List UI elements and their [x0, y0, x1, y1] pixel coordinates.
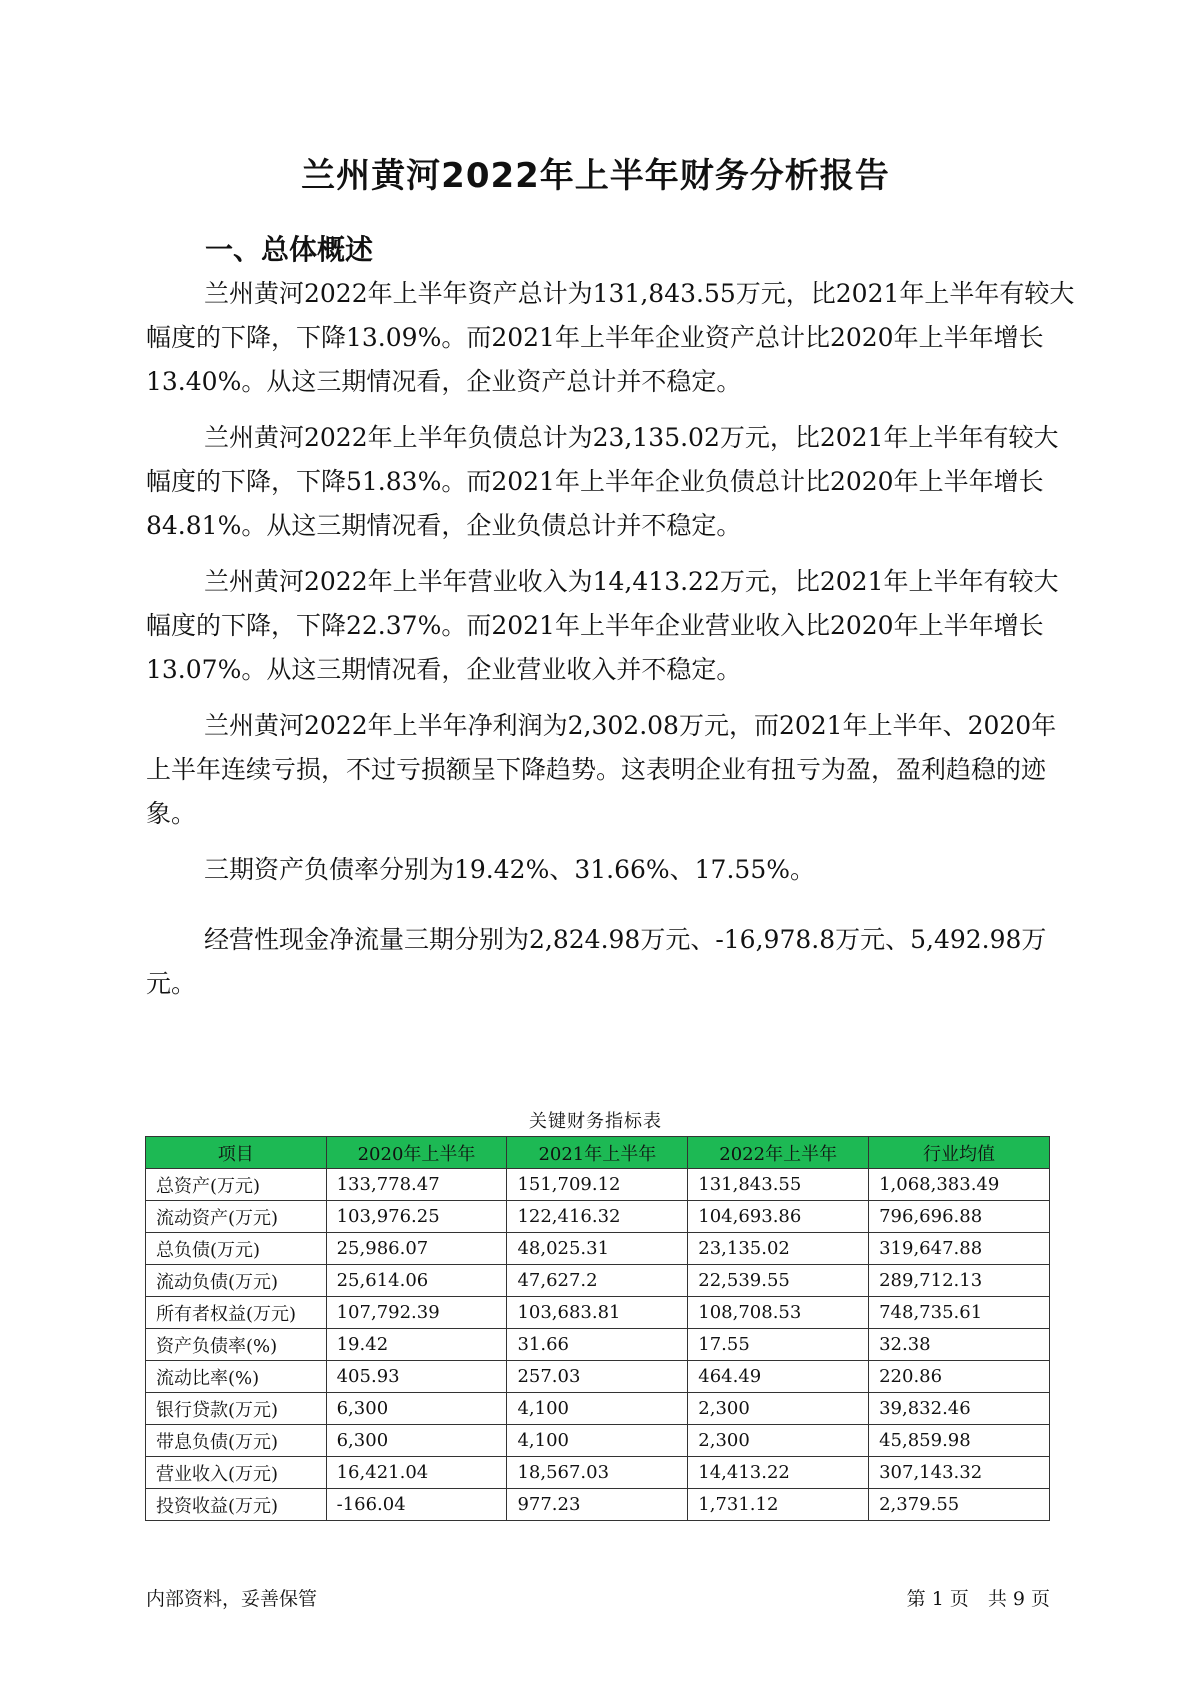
- row-label-cell: 营业收入(万元): [146, 1457, 327, 1489]
- value-cell: 39,832.46: [869, 1393, 1050, 1425]
- table-row: [146, 1329, 1050, 1361]
- value-cell: 45,859.98: [869, 1425, 1050, 1457]
- row-label-cell: 流动负债(万元): [146, 1265, 327, 1297]
- table-row: [146, 1393, 1050, 1425]
- table-row: [146, 1489, 1050, 1521]
- value-cell: 47,627.2: [507, 1265, 688, 1297]
- section-heading: 一、总体概述: [205, 233, 374, 266]
- value-cell: 25,614.06: [326, 1265, 507, 1297]
- value-cell: 2,300: [688, 1393, 869, 1425]
- table-row: [146, 1361, 1050, 1393]
- value-cell: -166.04: [326, 1489, 507, 1521]
- table-header-row: [146, 1137, 1050, 1169]
- value-cell: 16,421.04: [326, 1457, 507, 1489]
- value-cell: 19.42: [326, 1329, 507, 1361]
- table-row: [146, 1201, 1050, 1233]
- value-cell: 6,300: [326, 1393, 507, 1425]
- value-cell: 107,792.39: [326, 1297, 507, 1329]
- value-cell: 31.66: [507, 1329, 688, 1361]
- value-cell: 32.38: [869, 1329, 1050, 1361]
- table-caption: 关键财务指标表: [529, 1111, 662, 1132]
- value-cell: 977.23: [507, 1489, 688, 1521]
- value-cell: 103,976.25: [326, 1201, 507, 1233]
- header-industry-average: 行业均值: [869, 1137, 1050, 1169]
- value-cell: 4,100: [507, 1393, 688, 1425]
- value-cell: 405.93: [326, 1361, 507, 1393]
- paragraph-revenue: 兰州黄河2022年上半年营业收入为14,413.22万元，比2021年上半年有较大幅度的下降，下降22.37%。而2021年上半年企业营业收入比2020年上半年增长13.07%。从这三期情况看，企业营业收入并不稳定。: [146, 567, 1059, 684]
- table-row: [146, 1297, 1050, 1329]
- value-cell: 103,683.81: [507, 1297, 688, 1329]
- header-item: 项目: [146, 1137, 327, 1169]
- paragraph-net-profit: 兰州黄河2022年上半年净利润为2,302.08万元，而2021年上半年、2020年上半年连续亏损，不过亏损额呈下降趋势。这表明企业有扭亏为盈，盈利趋稳的迹象。: [146, 711, 1057, 828]
- value-cell: 25,986.07: [326, 1233, 507, 1265]
- table-row: [146, 1265, 1050, 1297]
- value-cell: 1,731.12: [688, 1489, 869, 1521]
- table-row: [146, 1169, 1050, 1201]
- table-body: [146, 1169, 1050, 1521]
- value-cell: 748,735.61: [869, 1297, 1050, 1329]
- value-cell: 2,379.55: [869, 1489, 1050, 1521]
- row-label-cell: 流动比率(%): [146, 1361, 327, 1393]
- value-cell: 23,135.02: [688, 1233, 869, 1265]
- table-row: [146, 1425, 1050, 1457]
- row-label-cell: 总负债(万元): [146, 1233, 327, 1265]
- footer-confidential-note: 内部资料，妥善保管: [146, 1588, 318, 1610]
- row-label-cell: 银行贷款(万元): [146, 1393, 327, 1425]
- document-title: 兰州黄河2022年上半年财务分析报告: [301, 156, 890, 196]
- header-2020h1: 2020年上半年: [326, 1137, 507, 1169]
- row-label-cell: 流动资产(万元): [146, 1201, 327, 1233]
- paragraph-cash-flow: 经营性现金净流量三期分别为2,824.98万元、-16,978.8万元、5,492.98万元。: [146, 925, 1047, 998]
- row-label-cell: 总资产(万元): [146, 1169, 327, 1201]
- row-label-cell: 所有者权益(万元): [146, 1297, 327, 1329]
- header-2021h1: 2021年上半年: [507, 1137, 688, 1169]
- value-cell: 289,712.13: [869, 1265, 1050, 1297]
- value-cell: 2,300: [688, 1425, 869, 1457]
- value-cell: 6,300: [326, 1425, 507, 1457]
- value-cell: 307,143.32: [869, 1457, 1050, 1489]
- value-cell: 796,696.88: [869, 1201, 1050, 1233]
- value-cell: 464.49: [688, 1361, 869, 1393]
- value-cell: 257.03: [507, 1361, 688, 1393]
- header-2022h1: 2022年上半年: [688, 1137, 869, 1169]
- paragraph-debt-ratio: 三期资产负债率分别为19.42%、31.66%、17.55%。: [204, 855, 815, 884]
- value-cell: 319,647.88: [869, 1233, 1050, 1265]
- row-label-cell: 资产负债率(%): [146, 1329, 327, 1361]
- value-cell: 14,413.22: [688, 1457, 869, 1489]
- value-cell: 133,778.47: [326, 1169, 507, 1201]
- paragraph-liabilities: 兰州黄河2022年上半年负债总计为23,135.02万元，比2021年上半年有较大幅度的下降，下降51.83%。而2021年上半年企业负债总计比2020年上半年增长84.81%。从这三期情况看，企业负债总计并不稳定。: [146, 423, 1059, 540]
- value-cell: 17.55: [688, 1329, 869, 1361]
- value-cell: 151,709.12: [507, 1169, 688, 1201]
- value-cell: 108,708.53: [688, 1297, 869, 1329]
- value-cell: 1,068,383.49: [869, 1169, 1050, 1201]
- value-cell: 104,693.86: [688, 1201, 869, 1233]
- value-cell: 131,843.55: [688, 1169, 869, 1201]
- row-label-cell: 带息负债(万元): [146, 1425, 327, 1457]
- footer-page-number: 第 1 页 共 9 页: [906, 1588, 1050, 1610]
- value-cell: 18,567.03: [507, 1457, 688, 1489]
- value-cell: 122,416.32: [507, 1201, 688, 1233]
- value-cell: 48,025.31: [507, 1233, 688, 1265]
- table-row: [146, 1457, 1050, 1489]
- value-cell: 4,100: [507, 1425, 688, 1457]
- table-row: [146, 1233, 1050, 1265]
- key-financial-indicators-table: [145, 1136, 1050, 1521]
- row-label-cell: 投资收益(万元): [146, 1489, 327, 1521]
- value-cell: 22,539.55: [688, 1265, 869, 1297]
- paragraph-assets: 兰州黄河2022年上半年资产总计为131,843.55万元，比2021年上半年有较大幅度的下降，下降13.09%。而2021年上半年企业资产总计比2020年上半年增长13.40%。从这三期情况看，企业资产总计并不稳定。: [146, 279, 1075, 396]
- value-cell: 220.86: [869, 1361, 1050, 1393]
